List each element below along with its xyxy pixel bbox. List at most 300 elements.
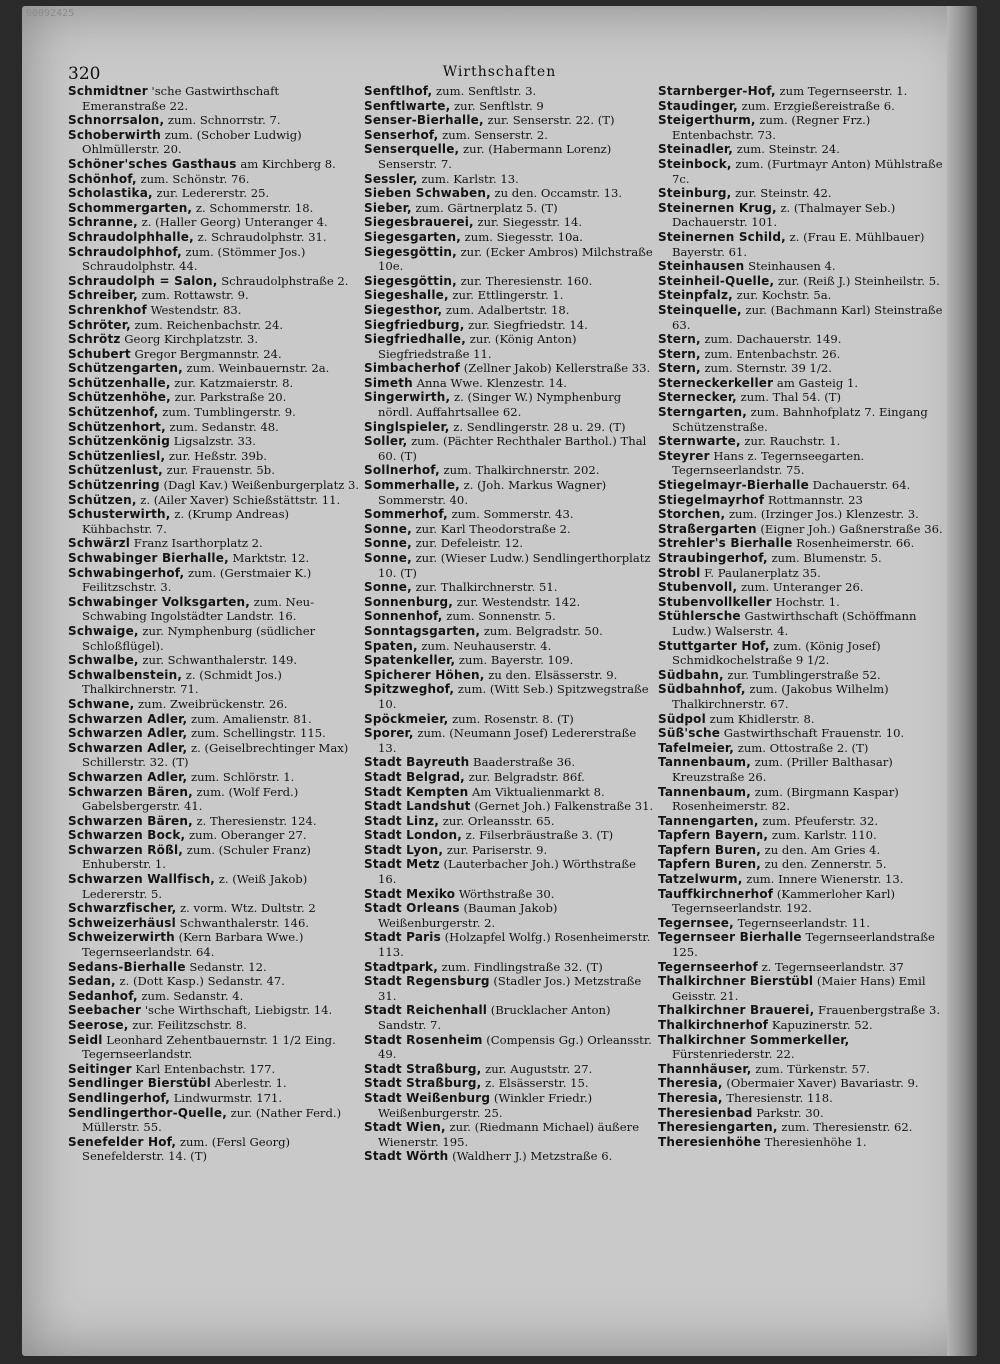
entry-details: zur. (König Anton) Siegfriedstraße 11. (378, 332, 577, 361)
entry-name: Sedanhof, (68, 988, 138, 1003)
entry-details: (Lauterbacher Joh.) Wörthstraße 16. (378, 857, 636, 887)
entry-details: zum. Entenbachstr. 26. (704, 346, 841, 361)
entry-details: zum. (Priller Balthasar) Kreuzstraße 26. (672, 755, 893, 784)
entry-name: Schrötz (68, 332, 121, 347)
entry-details: z. (Ailer Xaver) Schießstättstr. 11. (140, 492, 341, 507)
directory-entry (68, 901, 360, 916)
entry-details: zum. Belgradstr. 50. (483, 623, 603, 638)
entry-details: zum. Türkenstr. 57. (755, 1061, 870, 1076)
entry-details: zur. Siegfriedstr. 14. (468, 317, 588, 332)
entry-details: zum. Thalkirchnerstr. 202. (443, 463, 600, 478)
directory-entry (364, 186, 656, 201)
entry-details: Rottmannstr. 23 (767, 492, 863, 507)
entry-details: zum. (Witt Seb.) Spitzwegstraße 10. (378, 682, 649, 711)
directory-entry (68, 1106, 360, 1135)
entry-details: zum. Schellingstr. 115. (190, 726, 326, 741)
entry-details: Gastwirthschaft Frauenstr. 10. (723, 726, 905, 741)
entry-details: Tegernseerlandstr. 11. (737, 915, 870, 930)
directory-entry (68, 814, 360, 829)
entry-details: zum. Karlstr. 110. (771, 828, 877, 843)
entry-details: zu den. Occamstr. 13. (494, 186, 623, 201)
directory-entry (364, 828, 656, 843)
entry-name: Steinadler, (658, 142, 734, 157)
directory-entry (364, 595, 656, 610)
entry-name: Seidl (68, 1032, 103, 1047)
entry-name: Schubert (68, 346, 131, 361)
entry-name: Schraudolph = Salon, (68, 273, 218, 288)
directory-entry (658, 960, 950, 975)
entry-details: zum. Theresienstr. 62. (781, 1120, 913, 1135)
entry-details: zum. Weinbauernstr. 2a. (186, 361, 330, 376)
entry-details: zum. Neuhauserstr. 4. (421, 638, 552, 653)
entry-details: zum. Siegesstr. 10a. (464, 229, 583, 244)
entry-name: Siegesgarten, (364, 229, 461, 244)
entry-details: zur. (Riedmann Michael) äußere Wienerstr. 195. (378, 1120, 640, 1149)
directory-entry (658, 84, 950, 99)
entry-details: zum. Thal 54. (T) (740, 390, 841, 405)
entry-name: Stadt Linz, (364, 813, 440, 828)
directory-entry (364, 420, 656, 435)
directory-entry (68, 157, 360, 172)
directory-entry (68, 274, 360, 289)
entry-name: Stadt Metz (364, 857, 440, 872)
entry-details: z. Theresienstr. 124. (196, 813, 317, 828)
entry-details: zum. Amalienstr. 81. (190, 711, 312, 726)
entry-details: zum. Zweibrückenstr. 26. (138, 696, 288, 711)
entry-name: Sonne, (364, 580, 412, 595)
directory-entry (364, 843, 656, 858)
directory-entry (68, 828, 360, 843)
entry-name: Schützen, (68, 492, 137, 507)
directory-entry (658, 785, 950, 814)
entry-details: Aberlestr. 1. (214, 1076, 287, 1091)
entry-name: Schützenhalle, (68, 375, 171, 390)
entry-details: (Kern Barbara Wwe.) Tegernseerlandstr. 64. (82, 930, 304, 960)
directory-entry (68, 712, 360, 727)
entry-name: Schranne, (68, 215, 138, 230)
entry-name: Theresia, (658, 1076, 723, 1091)
entry-details: Hans z. Tegernseegarten. Tegernseerlandstr. 75. (672, 448, 865, 478)
entry-name: Schützenring (68, 478, 160, 493)
directory-entry (68, 449, 360, 464)
directory-entry (68, 113, 360, 128)
entry-name: Tannengarten, (658, 813, 759, 828)
entry-details: zum. (Furtmayr Anton) Mühlstraße 7c. (672, 156, 943, 186)
entry-details: zum. Karlstr. 13. (421, 171, 519, 186)
directory-entry (68, 843, 360, 872)
entry-name: Senserquelle, (364, 142, 460, 157)
entry-details: Leonhard Zehentbauernstr. 1 1/2 Eing. Tegernseerlandstr. (82, 1032, 336, 1062)
directory-entry (364, 1120, 656, 1149)
entry-details: zum. (Jakobus Wilhelm) Thalkirchnerstr. 67. (672, 682, 889, 711)
entry-name: Schwabinger Bierhalle, (68, 551, 229, 565)
entry-name: Siegfriedburg, (364, 317, 465, 332)
directory-entry (658, 872, 950, 887)
directory-entry (658, 1003, 950, 1018)
entry-details: zum. Rottawstr. 9. (141, 288, 249, 303)
entry-details: zur. Feilitzschstr. 8. (132, 1018, 247, 1032)
entry-details: zum. (Birgmann Kaspar) Rosenheimerstr. 82. (672, 784, 899, 814)
directory-entry (68, 1018, 360, 1033)
entry-details: Tegernseerlandstraße 125. (672, 930, 935, 960)
directory-entry (658, 347, 950, 362)
entry-name: Singlspieler, (364, 419, 450, 434)
directory-entry (68, 668, 360, 697)
directory-entry (658, 551, 950, 566)
entry-name: Thalkirchner Bierstübl (658, 974, 814, 989)
directory-entry (364, 128, 656, 143)
entry-name: Stern, (658, 332, 701, 347)
entry-details: zum. Sedanstr. 48. (169, 419, 279, 434)
directory-entry (364, 245, 656, 274)
column-1 (68, 84, 360, 1164)
entry-name: Sporer, (364, 726, 414, 741)
entry-name: Singerwirth, (364, 390, 451, 405)
entry-details: zum. Adalbertstr. 18. (445, 302, 570, 317)
entry-name: Strehler's Bierhalle (658, 536, 793, 551)
entry-name: Stadt Straßburg, (364, 1076, 482, 1091)
entry-details: zum. Gärtnerplatz 5. (T) (415, 200, 558, 215)
entry-details: zum. Reichenbachstr. 24. (134, 317, 284, 332)
entry-details: zum. Sedanstr. 4. (141, 988, 244, 1003)
entry-details: Schwanthalerstr. 146. (179, 915, 310, 930)
entry-details: zur. Defeleistr. 12. (415, 536, 524, 551)
entry-details: (Zellner Jakob) Kellerstraße 33. (463, 361, 651, 376)
directory-entry (364, 318, 656, 333)
entry-name: Steinpfalz, (658, 288, 733, 303)
entry-name: Sedans-Bierhalle (68, 959, 186, 974)
entry-name: Stadt Wien, (364, 1120, 446, 1135)
directory-entry (364, 653, 656, 668)
directory-entry (68, 172, 360, 187)
entry-details: (Dagl Kav.) Weißenburgerplatz 3. (163, 478, 360, 493)
entry-name: Schreiber, (68, 288, 138, 303)
entry-name: Südpol (658, 711, 706, 726)
entry-name: Theresienhöhe (658, 1134, 761, 1149)
entry-details: Gastwirthschaft (Schöffmann Ludw.) Walserstr. 4. (672, 609, 917, 638)
entry-name: Sternwarte, (658, 434, 741, 449)
directory-entry (364, 726, 656, 755)
entry-name: Schwarzen Adler, (68, 740, 188, 755)
directory-entry (364, 668, 656, 683)
directory-entry (364, 376, 656, 391)
entry-name: Stuttgarter Hof, (658, 638, 770, 653)
entry-details: zum. Sternstr. 39 1/2. (704, 361, 832, 376)
entry-name: Schwalbenstein, (68, 667, 183, 682)
entry-name: Sonnenburg, (364, 594, 454, 609)
directory-entry (658, 843, 950, 858)
directory-entry (364, 274, 656, 289)
entry-name: Sterneckerkeller (658, 375, 774, 390)
entry-name: Siegeshalle, (364, 288, 449, 303)
directory-entry (364, 172, 656, 187)
entry-details: zur. Siegesstr. 14. (477, 215, 583, 230)
entry-name: Schwarzen Adler, (68, 711, 188, 726)
entry-name: Schraudolphhof, (68, 244, 182, 259)
directory-entry (68, 930, 360, 959)
directory-entry (364, 1033, 656, 1062)
entry-name: Sollnerhof, (364, 463, 440, 478)
directory-entry (658, 814, 950, 829)
directory-entry (364, 887, 656, 902)
directory-entry (658, 303, 950, 332)
directory-entry (68, 1033, 360, 1062)
entry-name: Schwarzen Adler, (68, 769, 188, 784)
directory-entry (658, 887, 950, 916)
directory-entry (68, 463, 360, 478)
entry-details: Marktstr. 12. (232, 551, 310, 565)
directory-entry (364, 960, 656, 975)
directory-entry (658, 493, 950, 508)
directory-entry (68, 1135, 360, 1164)
entry-name: Tapfern Buren, (658, 842, 761, 857)
entry-details: (Stadler Jos.) Metzstraße 31. (378, 974, 642, 1003)
entry-details: z. vorm. Wtz. Dultstr. 2 (180, 901, 316, 916)
entry-name: Stadt London, (364, 828, 462, 843)
entry-name: Sessler, (364, 171, 418, 186)
entry-name: Soller, (364, 434, 408, 449)
column-2 (364, 84, 656, 1164)
directory-entry (68, 697, 360, 712)
entry-details: zum. (Neumann Josef) Ledererstraße 13. (378, 726, 637, 755)
entry-name: Schwarzfischer, (68, 901, 177, 916)
directory-entry (68, 332, 360, 347)
entry-name: Stadt Lyon, (364, 842, 444, 857)
entry-name: Spaten, (364, 638, 418, 653)
directory-entry (364, 609, 656, 624)
entry-details: Georg Kirchplatzstr. 3. (124, 332, 259, 347)
entry-details: zu den. Am Gries 4. (764, 842, 881, 857)
entry-details: zur. Heßstr. 39b. (168, 448, 267, 463)
entry-name: Schusterwirth, (68, 507, 171, 522)
entry-details: 'sche Wirthschaft, Liebigstr. 14. (144, 1003, 333, 1018)
directory-entry (364, 1076, 656, 1091)
directory-entry (658, 1135, 950, 1150)
entry-name: Tegernseerhof (658, 959, 758, 974)
directory-entry (68, 245, 360, 274)
directory-entry (68, 303, 360, 318)
entry-details: zum. Neu-Schwabing Ingolstädter Landstr. 16. (82, 594, 315, 624)
entry-name: Steinquelle, (658, 302, 742, 317)
entry-details: z. (Frau E. Mühlbauer) Bayerstr. 61. (672, 229, 925, 259)
entry-details: Fürstenriederstr. 22. (672, 1047, 795, 1062)
entry-name: Schützenliesl, (68, 448, 166, 463)
entry-details: zum. (Regner Frz.) Entenbachstr. 73. (672, 113, 871, 142)
directory-entry (364, 390, 656, 419)
directory-entry (658, 230, 950, 259)
entry-details: (Eigner Joh.) Gaßnerstraße 36. (760, 521, 943, 536)
entry-details: am Gasteig 1. (776, 375, 859, 390)
entry-name: Steinhausen (658, 259, 745, 274)
entry-details: zum. Erzgießereistraße 6. (741, 98, 895, 113)
column-3 (658, 84, 950, 1149)
directory-entry (68, 960, 360, 975)
entry-details: zum. (Stömmer Jos.) Schraudolphstr. 44. (82, 244, 306, 274)
entry-details: Am Viktualienmarkt 8. (472, 784, 605, 799)
book-spine (947, 6, 977, 1356)
entry-name: Tauffkirchnerhof (658, 886, 774, 901)
entry-details: Gregor Bergmannstr. 24. (134, 346, 282, 361)
entry-details: zum. Dachauerstr. 149. (704, 332, 842, 347)
entry-name: Storchen, (658, 507, 726, 522)
entry-name: Siegesthor, (364, 302, 443, 317)
directory-entry (364, 551, 656, 580)
directory-entry (658, 1076, 950, 1091)
entry-name: Schwarzen Adler, (68, 726, 188, 741)
directory-entry (68, 478, 360, 493)
entry-name: Stadt Rosenheim (364, 1032, 483, 1047)
entry-name: Starnberger-Hof, (658, 84, 776, 98)
directory-entry (364, 507, 656, 522)
entry-name: Seebacher (68, 1003, 142, 1018)
directory-entry (364, 1003, 656, 1032)
entry-name: Sonne, (364, 536, 412, 551)
entry-details: zur. Tumblingerstraße 52. (727, 667, 881, 682)
entry-name: Schommergarten, (68, 200, 193, 215)
entry-details: zur. Katzmaierstr. 8. (174, 375, 294, 390)
entry-name: Stiegelmayrhof (658, 492, 765, 507)
directory-entry (68, 1091, 360, 1106)
entry-name: Schweizerhäusl (68, 915, 176, 930)
entry-name: Siegesgöttin, (364, 273, 457, 288)
entry-details: zur. Rauchstr. 1. (744, 434, 841, 449)
directory-entry (68, 741, 360, 770)
entry-name: Sonnenhof, (364, 609, 443, 624)
directory-entry (364, 215, 656, 230)
directory-entry (658, 332, 950, 347)
entry-details: Lindwurmstr. 171. (173, 1090, 283, 1105)
entry-name: Spatenkeller, (364, 653, 456, 668)
entry-details: zur. Pariserstr. 9. (446, 842, 548, 857)
entry-name: Sterngarten, (658, 405, 747, 420)
entry-details: Ligsalzstr. 33. (173, 434, 256, 449)
directory-entry (68, 420, 360, 435)
entry-name: Stadt Weißenburg (364, 1090, 491, 1105)
entry-name: Seitinger (68, 1061, 132, 1076)
entry-details: Dachauerstr. 64. (812, 478, 911, 493)
directory-entry (68, 201, 360, 216)
entry-name: Stern, (658, 361, 701, 376)
directory-entry (658, 580, 950, 595)
directory-entry (68, 726, 360, 741)
entry-name: Schwane, (68, 696, 135, 711)
directory-entry (68, 595, 360, 624)
directory-entry (68, 785, 360, 814)
entry-name: Stadtpark, (364, 959, 438, 974)
entry-name: Sommerhof, (364, 507, 448, 522)
directory-entry (364, 1149, 656, 1164)
entry-name: Tannenbaum, (658, 755, 751, 770)
entry-name: Schönhof, (68, 171, 137, 186)
entry-details: Franz Isarthorplatz 2. (133, 536, 263, 551)
directory-entry (68, 318, 360, 333)
directory-entry (658, 478, 950, 493)
directory-entry (364, 230, 656, 245)
directory-entry (364, 974, 656, 1003)
directory-entry (68, 770, 360, 785)
directory-entry (68, 493, 360, 508)
entry-name: Tegernseer Bierhalle (658, 930, 802, 945)
running-head: Wirthschaften (442, 64, 557, 80)
entry-details: zur. Schwanthalerstr. 149. (142, 653, 298, 668)
entry-details: (Brucklacher Anton) Sandstr. 7. (378, 1003, 611, 1032)
entry-name: Stern, (658, 346, 701, 361)
directory-entry (68, 405, 360, 420)
entry-details: z. Sendlingerstr. 28 u. 29. (T) (453, 419, 626, 434)
entry-name: Stadt Landshut (364, 799, 471, 814)
entry-name: Strobl (658, 565, 701, 580)
directory-entry (658, 726, 950, 741)
entry-details: z. (Weiß Jakob) Ledererstr. 5. (82, 872, 308, 901)
entry-name: Schwaige, (68, 623, 139, 638)
entry-details: zu den. Zennerstr. 5. (764, 857, 887, 872)
directory-entry (68, 989, 360, 1004)
entry-name: Siegesgöttin, (364, 244, 457, 259)
entry-details: zum. Unteranger 26. (740, 580, 864, 595)
entry-name: Sternecker, (658, 390, 737, 405)
entry-details: zum. Sonnenstr. 5. (446, 609, 556, 624)
entry-details: Frauenbergstraße 3. (818, 1003, 941, 1018)
directory-entry (68, 536, 360, 551)
entry-name: Schwalbe, (68, 653, 139, 668)
entry-name: Steinburg, (658, 186, 732, 201)
entry-details: z. (Thalmayer Seb.) Dachauerstr. 101. (672, 200, 896, 230)
entry-details: zur. Ettlingerstr. 1. (452, 288, 564, 303)
entry-details: Parkstr. 30. (756, 1105, 824, 1120)
entry-details: zum. Steinstr. 24. (736, 142, 840, 157)
entry-name: Straßergarten (658, 521, 757, 536)
entry-name: Stadt Orleans (364, 901, 460, 916)
directory-entry (658, 536, 950, 551)
entry-name: Tafelmeier, (658, 740, 735, 755)
directory-entry (658, 566, 950, 581)
entry-name: Siegfriedhalle, (364, 332, 467, 347)
directory-entry (658, 595, 950, 610)
entry-name: Senefelder Hof, (68, 1134, 177, 1149)
entry-name: Stadt Regensburg (364, 974, 490, 989)
entry-name: Schwarzen Bock, (68, 828, 186, 843)
entry-name: Schützenlust, (68, 463, 163, 478)
directory-entry (364, 332, 656, 361)
entry-details: zur. Frauenstr. 5b. (166, 463, 275, 478)
entry-name: Stadt Kempten (364, 784, 469, 799)
entry-name: Stadt Wörth (364, 1149, 449, 1164)
entry-name: Schöner'sches Gasthaus (68, 156, 237, 171)
directory-entry (364, 755, 656, 770)
entry-details: z. Filserbräustraße 3. (T) (465, 828, 614, 843)
directory-entry (658, 828, 950, 843)
entry-name: Sommerhalle, (364, 478, 460, 493)
entry-details: zum. Schönstr. 76. (140, 171, 250, 186)
directory-entry (364, 84, 656, 99)
directory-entry (658, 1106, 950, 1121)
directory-entry (364, 770, 656, 785)
entry-details: Anna Wwe. Klenzestr. 14. (416, 375, 567, 390)
directory-entry (658, 1062, 950, 1077)
entry-details: zur. Orleansstr. 65. (442, 813, 555, 828)
directory-entry (364, 857, 656, 886)
entry-details: zur. (Wieser Ludw.) Sendlingerthorplatz 10. (T) (378, 551, 651, 580)
entry-name: Steinernen Schild, (658, 229, 786, 244)
directory-entry (364, 580, 656, 595)
entry-details: z. Tegernseerlandstr. 37 (761, 959, 904, 974)
entry-details: am Kirchberg 8. (240, 156, 336, 171)
entry-name: Senser-Bierhalle, (364, 113, 484, 128)
entry-name: Schmidtner (68, 84, 148, 98)
entry-name: Spöckmeier, (364, 711, 449, 726)
directory-entry (364, 682, 656, 711)
entry-name: Schoberwirth (68, 127, 161, 142)
